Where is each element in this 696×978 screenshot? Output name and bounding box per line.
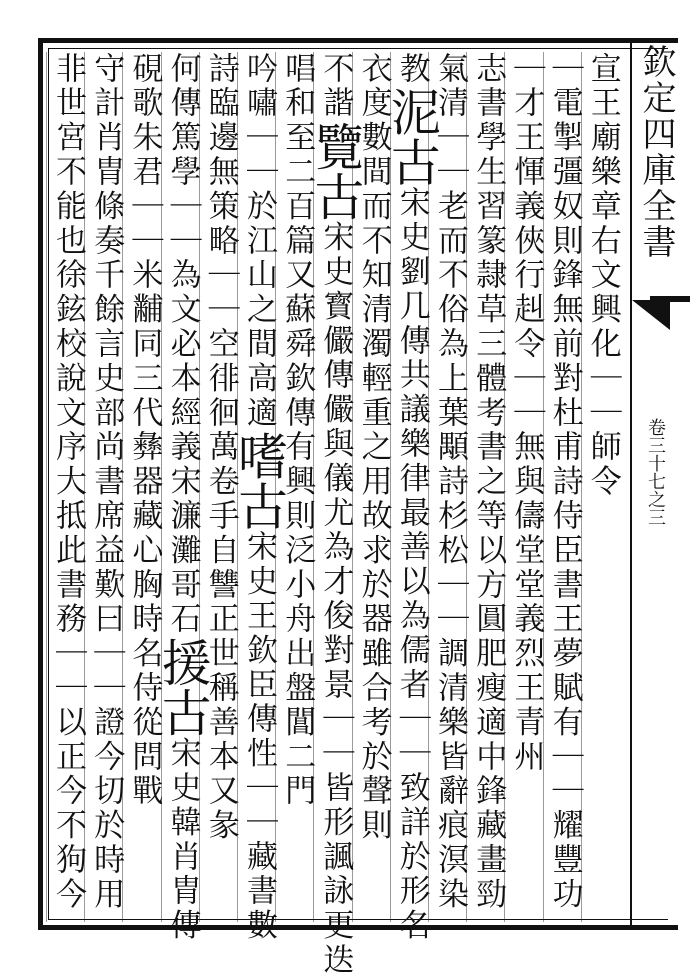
text-column <box>505 52 547 922</box>
column-text: 氣清｜｜老而不俗為上葉顒詩杉松｜｜調清樂皆辭痕溟染 <box>432 52 468 912</box>
text-column <box>230 52 288 944</box>
column-rule <box>46 52 47 922</box>
column-text: 宋史寳儼傳儼與儀尤為才俊對景｜｜皆形諷詠更迭 <box>317 220 354 978</box>
column-text: 宋史韓肖胄傳 <box>164 736 201 944</box>
column-text: 萬卷手自讐正世稱善本又彖 <box>202 430 239 844</box>
text-column <box>582 52 624 922</box>
column-text: 度數間而不知清濁輕重之用故求於器雖合考於聲則 <box>355 86 392 844</box>
column-text: 時名侍從問戰 <box>126 602 163 809</box>
text-column <box>544 52 586 922</box>
entry-headword: 援古 <box>153 636 212 737</box>
entry-headword: 泥古 <box>382 86 441 187</box>
text-column <box>200 52 242 922</box>
column-text: ｜電掣彊奴則鋒無前對杜甫詩侍臣書王夢賦有｜｜耀豐功 <box>546 52 583 912</box>
column-text: 何傳篤學｜｜為文必本經義宋濂灘哥石 <box>164 52 201 637</box>
column-text: ｜才王惲義俠行赳令｜｜無與儔堂堂義烈王青州 <box>508 52 545 775</box>
text-column <box>153 52 212 944</box>
fish-tail-bar <box>650 296 690 302</box>
column-text: 教 <box>393 52 430 87</box>
column-text: 非世宮不能也徐鉉校說文序大抵此書務｜｜以正今不狗今 <box>50 52 86 912</box>
text-column <box>123 52 165 922</box>
column-text: 硯歌朱君｜｜米黼同三代彝器藏心胸 <box>126 52 163 603</box>
column-text: 不諧 <box>317 52 354 121</box>
column-text: 宋史王欽臣傳性｜｜藏書數 <box>241 530 277 944</box>
text-column <box>467 52 509 922</box>
column-text: 宋史劉几傳共議樂律最善以為儒者｜｜致詳於形名 <box>393 186 430 944</box>
volume-label: 卷三十七之三 <box>645 418 666 526</box>
fish-tail-mark <box>632 300 670 330</box>
column-text: 衣 <box>355 52 392 87</box>
column-text: 志書學生習篆隷草三體考書之等以方圓肥瘦適中鋒藏畫勁 <box>470 52 507 912</box>
entry-headword: 嗜古 <box>230 430 288 531</box>
column-text: 吟嘯｜｜於江山之間高適 <box>241 52 277 431</box>
text-column <box>47 52 89 922</box>
column-text: 守計肖胄條奏千餘言史部尚書席益歎曰｜｜證今切於時用 <box>88 52 125 912</box>
text-column <box>382 52 441 944</box>
text-column <box>306 52 365 978</box>
text-column <box>85 52 127 922</box>
column-text: 唱和至二百篇又蘇舜欽傳有興則泛小舟出盤閶二門 <box>279 52 316 809</box>
book-title: 欽定四庫全書 <box>636 44 676 260</box>
entry-headword: 覽古 <box>306 120 365 221</box>
column-text: 詩臨邊無策略｜｜空徘徊 <box>202 52 239 431</box>
column-text: 宣王廟樂章右文興化｜｜師令 <box>584 52 621 500</box>
